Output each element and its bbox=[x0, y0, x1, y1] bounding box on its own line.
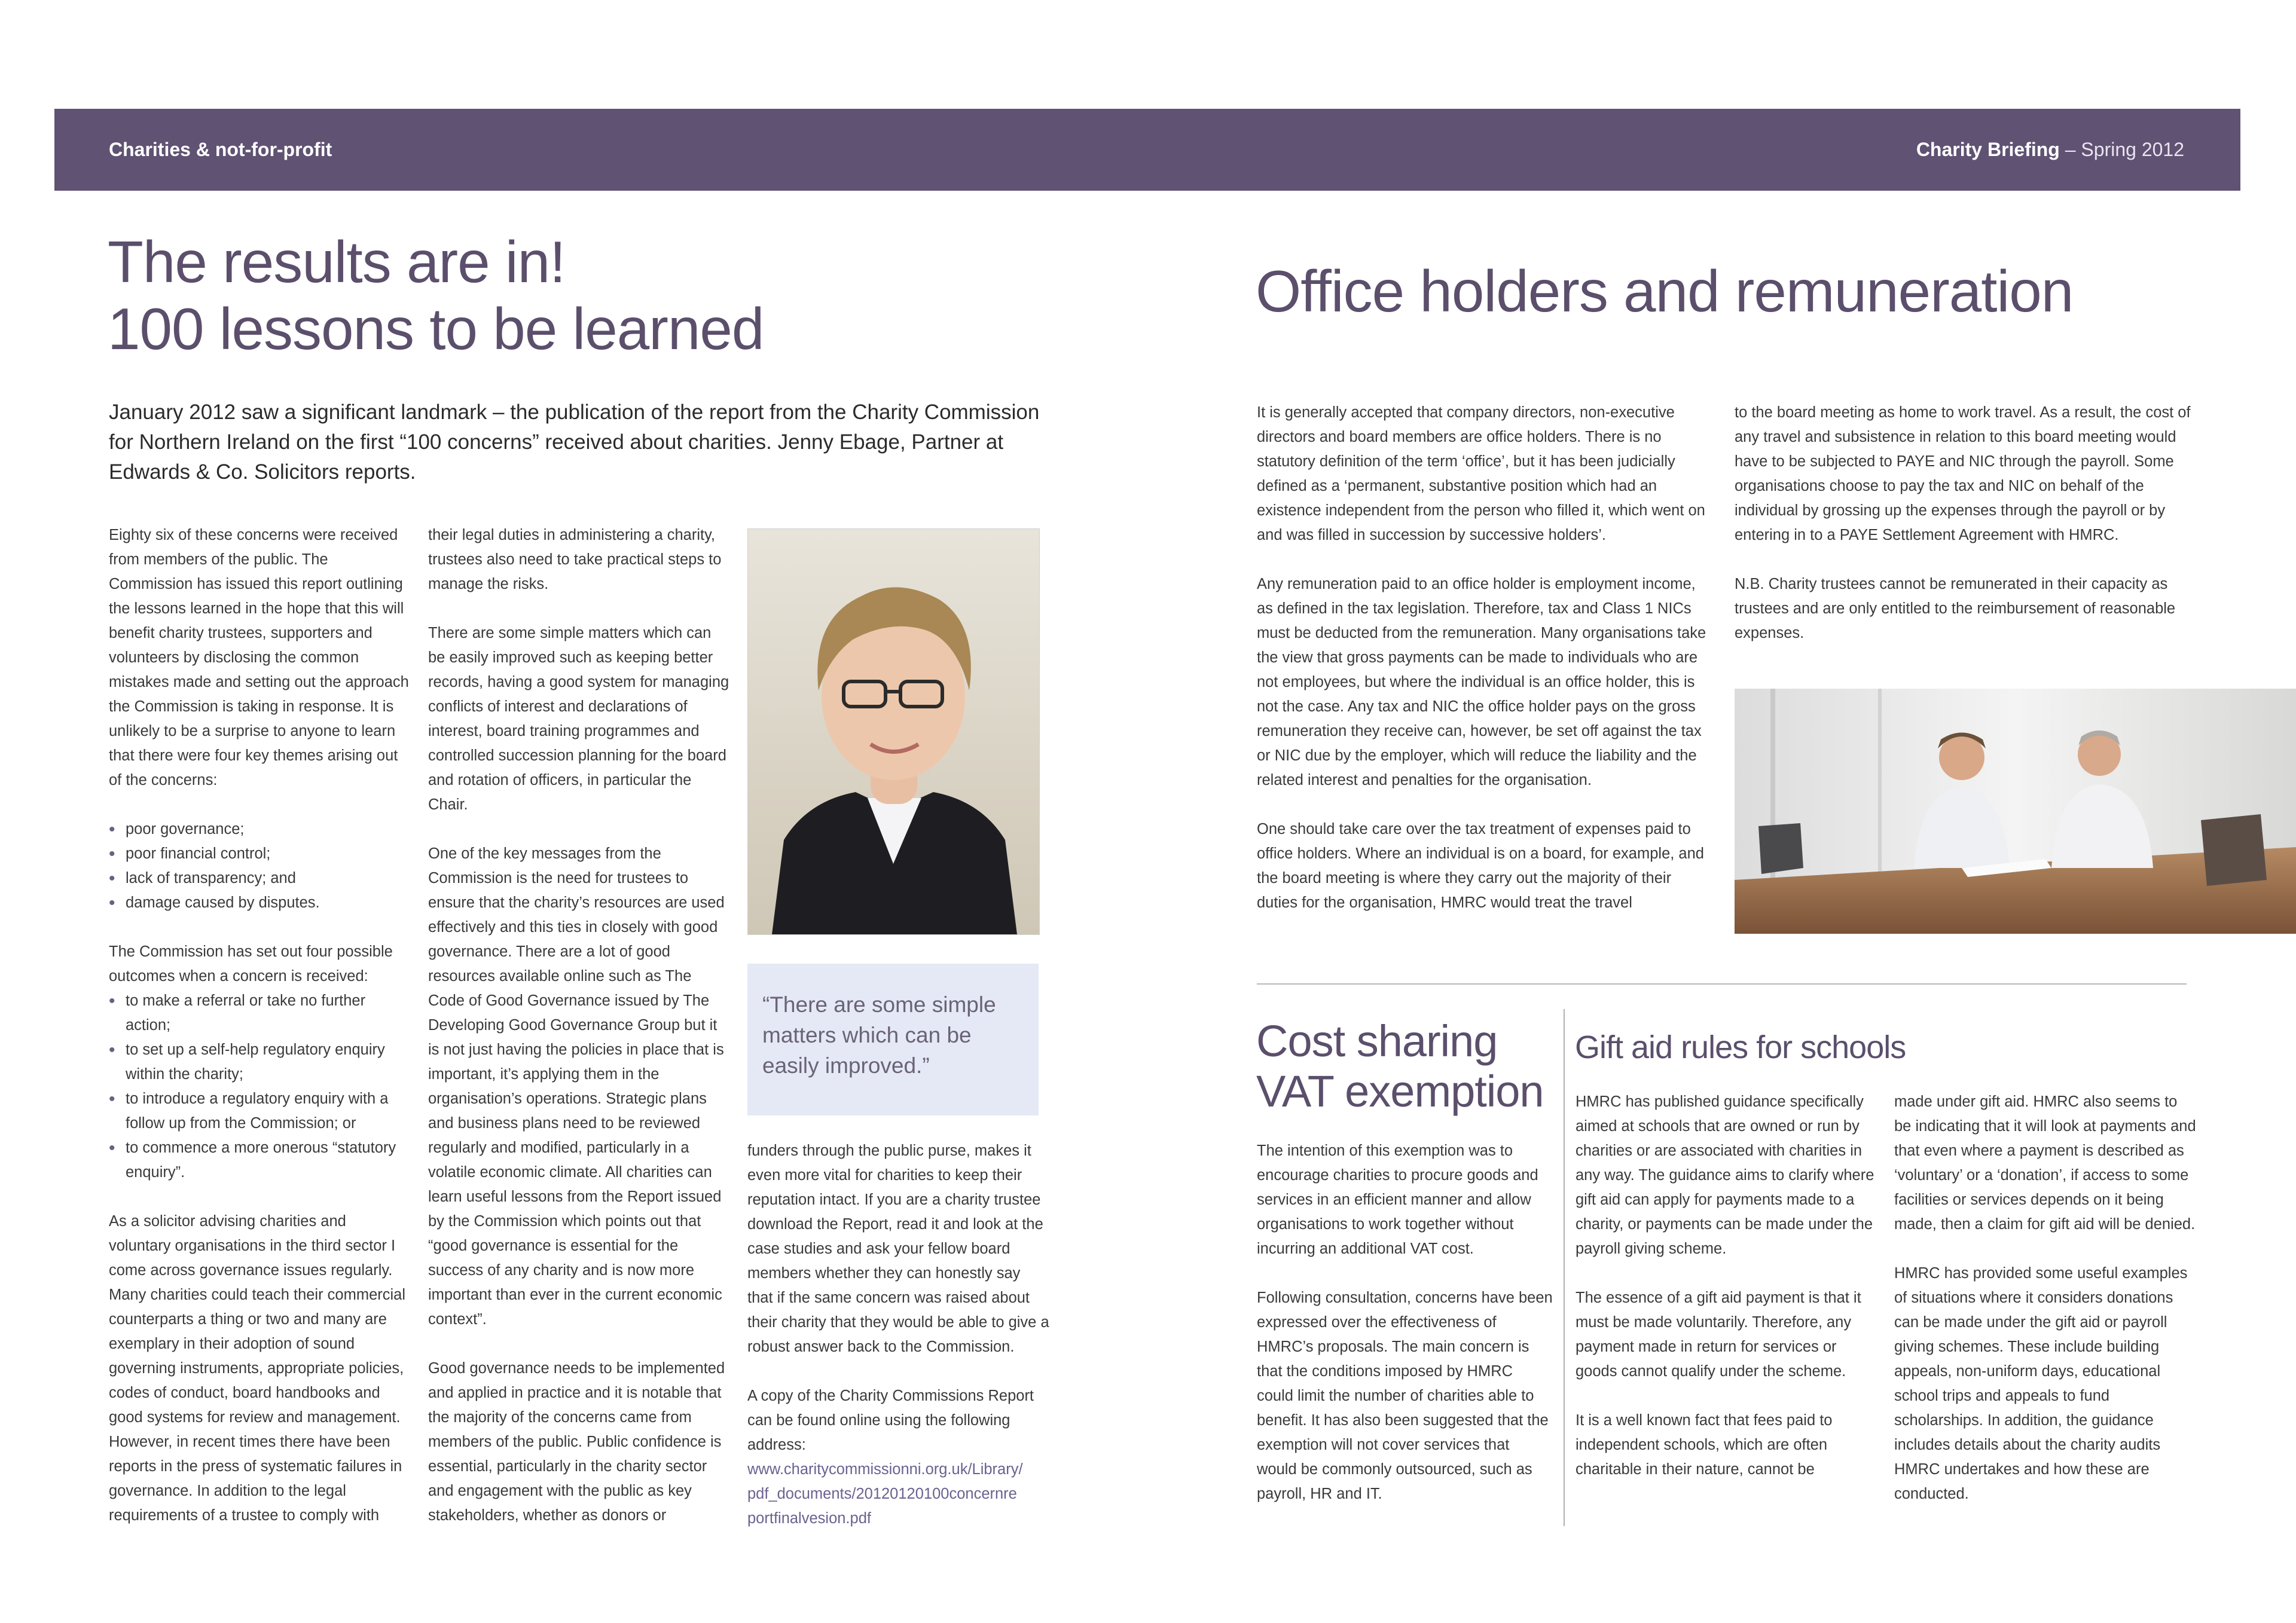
link-line-3: portfinalvesion.pdf bbox=[747, 1510, 871, 1527]
article4-col2-p2: HMRC has provided some useful examples of situations where it considers donations can be made under the gift aid or payroll giving schemes. These include building appeals, non-uniform days, educational school trips and appeals to fund scholarships. In addition, the guidance includes details about the charity audits HMRC undertakes and how these are conducted. bbox=[1894, 1265, 2188, 1502]
article4-col2-p1: made under gift aid. HMRC also seems to be indicating that it will look at payments and that even where a payment is described as ‘voluntary’ or a ‘donation’, if access to some facilities or services depends on it being made, then a claim for gift aid will be denied. bbox=[1894, 1093, 2196, 1233]
article2-column-1 bbox=[1257, 401, 1714, 940]
section-label: Charities & not-for-profit bbox=[109, 139, 332, 160]
article1-title-line1: The results are in! bbox=[108, 229, 566, 295]
article1-col1-p3: As a solicitor advising charities and voluntary organisations in the third sector I come across governance issues regularly. Many charities could teach their commercial counterparts a thing or two and many are exemplary in their adoption of sound governing instruments, appropriate policies, codes of conduct, board handbooks and good systems for review and management. However, in recent times there have been reports in the press of systematic failures in governance. In addition to the legal requirements of a trustee to comply with bbox=[109, 1213, 406, 1524]
article1-col2-p2: There are some simple matters which can be easily improved such as keeping better records, having a good system for managing conflicts of interest and declarations of interest, board training programmes and controlled succession planning for the board and rotation of officers, in particular the Chair. bbox=[428, 625, 729, 813]
article1-column-2 bbox=[428, 523, 730, 1552]
portrait-illustration bbox=[748, 529, 1039, 934]
article4-col1-p3: It is a well known fact that fees paid to independent schools, which are often charitable in their nature, cannot be bbox=[1576, 1412, 1833, 1478]
article3-title-line1: Cost sharing bbox=[1256, 1016, 1498, 1066]
article1-col2-p4: Good governance needs to be implemented and applied in practice and it is notable that the majority of the concerns came from members of the public. Public confidence is essential, particularly in the charity sector and engagement with the public as key stakeholders, whether as donors or bbox=[428, 1360, 725, 1524]
article1-column-3 bbox=[747, 1139, 1049, 1531]
article4-col1-p2: The essence of a gift aid payment is that it must be made voluntarily. Therefore, any payment made in return for services or goods cannot qualify under the scheme. bbox=[1576, 1289, 1861, 1380]
article4-col1-p1: HMRC has published guidance specifically aimed at schools that are owned or run by charities or are associated with charities in any way. The guidance aims to clarify where gift aid can apply for payments made to a charity, or payments can be made under the payroll giving scheme. bbox=[1576, 1093, 1874, 1257]
publication-name: Charity Briefing bbox=[1916, 139, 2060, 160]
pull-quote-text: “There are some simple matters which can be easily improved.” bbox=[762, 992, 996, 1078]
link-line-2: pdf_documents/20120120100concernre bbox=[747, 1486, 1017, 1502]
outcomes-list bbox=[109, 989, 411, 1185]
article4-title: Gift aid rules for schools bbox=[1575, 1029, 1906, 1065]
article4-column-1 bbox=[1576, 1090, 1877, 1506]
header-bar bbox=[54, 109, 2240, 191]
article1-col3-p2: A copy of the Charity Commissions Report can be found online using the following address: bbox=[747, 1387, 1034, 1453]
article2-title: Office holders and remuneration bbox=[1256, 258, 2074, 324]
list-item: • lack of transparency; and bbox=[109, 866, 411, 891]
list-item: • to commence a more onerous “statutory enquiry”. bbox=[109, 1136, 411, 1185]
list-item: • to make a referral or take no further action; bbox=[109, 989, 411, 1038]
list-item: • to introduce a regulatory enquiry with a follow up from the Commission; or bbox=[109, 1087, 411, 1136]
article2-col1-p3: One should take care over the tax treatment of expenses paid to office holders. Where an individual is on a board, for example, and the board meeting is where they carry out the majority of their duties for the organisation, HMRC would treat the travel bbox=[1257, 821, 1704, 911]
charity-report-link[interactable] bbox=[747, 1457, 1049, 1531]
article2-col1-p2: Any remuneration paid to an office holder is employment income, as defined in the tax legislation. Therefore, tax and Class 1 NICs must be deducted from the remuneration. Many organisations take the view that gross payments can be made to individuals who are not employees, but where the individual is an office holder, this is not the case. Any tax and NIC the office holder pays on the gross remuneration they receive can, however, be set off against the tax or NIC due by the employer, which will reduce the liability and the related interest and penalties for the organisation. bbox=[1257, 576, 1706, 788]
article2-col1-p1: It is generally accepted that company directors, non-executive directors and board members are office holders. There is no statutory definition of the term ‘office’, but it has been judicially defined as a ‘permanent, substantive position which had an existence independent from the person who filled it, which went on and was filled in succession by successive holders’. bbox=[1257, 404, 1705, 543]
article2-col2-p1: to the board meeting as home to work travel. As a result, the cost of any travel and subsistence in relation to this board meeting would have to be subjected to PAYE and NIC through the payroll. Some organisations choose to pay the tax and NIC on behalf of the individual by grossing up the expenses through the payroll or by entering in to a PAYE Settlement Agreement with HMRC. bbox=[1735, 404, 2191, 543]
article3-title-line2: VAT exemption bbox=[1256, 1066, 1544, 1116]
article1-col2-p3: One of the key messages from the Commission is the need for trustees to ensure that the charity’s resources are used effectively and this ties in closely with good governance. There are a lot of good resources available online such as The Code of Good Governance issued by The Developing Good Governance Group but it is not just having the policies in place that is important, it’s applying them in the organisation’s operations. Strategic plans and business plans need to be reviewed regularly and modified, particularly in a volatile economic climate. All charities can learn useful lessons from the Report issued by the Commission which points out that “good governance is essential for the success of any charity and is now more important than ever in the current economic context”. bbox=[428, 845, 725, 1328]
article4-column-2 bbox=[1894, 1090, 2196, 1531]
article1-col2-p1: their legal duties in administering a charity, trustees also need to take practical steps to manage the risks. bbox=[428, 527, 722, 592]
article3-column bbox=[1257, 1139, 1553, 1531]
list-item: • to set up a self-help regulatory enquiry within the charity; bbox=[109, 1038, 411, 1087]
article2-col2-p2: N.B. Charity trustees cannot be remunerated in their capacity as trustees and are only entitled to the reimbursement of reasonable expenses. bbox=[1735, 576, 2176, 641]
themes-list bbox=[109, 817, 411, 915]
article1-column-1 bbox=[109, 523, 411, 1552]
article3-title bbox=[1256, 1016, 1567, 1116]
section-divider bbox=[1257, 983, 2187, 985]
publication-issue: – Spring 2012 bbox=[2059, 139, 2184, 160]
article3-p1: The intention of this exemption was to encourage charities to procure goods and services in an efficient manner and allow organisations to work together without incurring an additional VAT cost. bbox=[1257, 1142, 1538, 1257]
meeting-photo bbox=[1735, 689, 2296, 934]
article1-lead: January 2012 saw a significant landmark – the publication of the report from the Charity Commission for Northern Ireland on the first “100 concerns” received about charities. Jenny Ebage, Partner at Edwards & Co. Solicitors reports. bbox=[109, 401, 1040, 484]
meeting-illustration bbox=[1735, 689, 2296, 934]
article1-title-line2: 100 lessons to be learned bbox=[108, 295, 764, 362]
article2-column-2 bbox=[1735, 401, 2192, 670]
publication-label bbox=[1916, 139, 2184, 161]
article1-col3-p1: funders through the public purse, makes it even more vital for charities to keep their reputation intact. If you are a charity trustee download the Report, read it and look at the case studies and ask your fellow board members whether they can honestly say that if the same concern was raised about their charity that they would be able to give a robust answer back to the Commission. bbox=[747, 1142, 1049, 1355]
author-portrait-photo bbox=[747, 528, 1040, 935]
article1-col1-p1: Eighty six of these concerns were received from members of the public. The Commission has issued this report outlining the lessons learned in the hope that this will benefit charity trustees, supporters and volunteers by disclosing the common mistakes made and setting out the approach the Commission is taking in response. It is unlikely to be a surprise to anyone to learn that there were four key themes arising out of the concerns: bbox=[109, 527, 409, 788]
article1-title bbox=[108, 229, 1064, 362]
list-item: • poor financial control; bbox=[109, 842, 411, 866]
list-item: • damage caused by disputes. bbox=[109, 891, 411, 915]
list-item: • poor governance; bbox=[109, 817, 411, 842]
link-line-1: www.charitycommissionni.org.uk/Library/ bbox=[747, 1461, 1023, 1478]
article3-p2: Following consultation, concerns have been expressed over the effectiveness of HMRC’s proposals. The main concern is that the conditions imposed by HMRC could limit the number of charities able to benefit. It has also been suggested that the exemption will not cover services that would be commonly outsourced, such as payroll, HR and IT. bbox=[1257, 1289, 1553, 1502]
article1-col1-p2: The Commission has set out four possible outcomes when a concern is received: bbox=[109, 943, 393, 985]
